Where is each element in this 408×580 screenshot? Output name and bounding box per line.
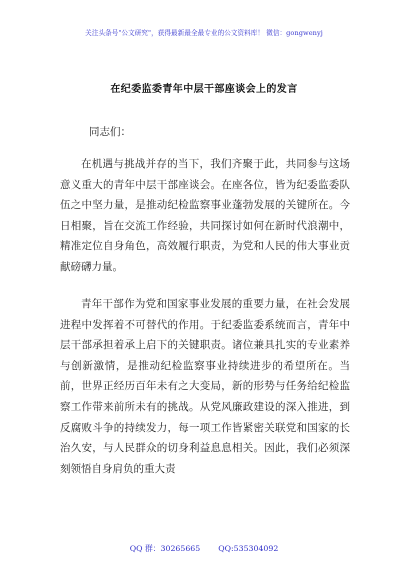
- footer-contact: [0, 543, 408, 554]
- salutation: 同志们：: [89, 126, 131, 138]
- document-title: 在纪委监委青年中层干部座谈会上的发言: [110, 84, 298, 95]
- footer-qq: QQ:535304092: [218, 544, 279, 553]
- footer-qq-group: QQ 群：30265665: [129, 544, 201, 553]
- paragraph-2: 青年干部作为党和国家事业发展的重要力量，在社会发展进程中发挥着不可替代的作用。于纪委监委系统而言，青年中层干部承担着承上启下的关键职责。诸位兼具扎实的专业素养与创新激情，是推动纪检监察事业持续进步的希望所在。当前，世界正经历百年未有之大变局，新的形势与任务给纪检监察工作带来前所未有的挑战。从党风廉政建设的深入推进，到反腐败斗争的持续发力，每一项工作皆紧密关联党和国家的长治久安，与人民群众的切身利益息息相关。因此，我们必须深刻领悟自身肩负的重大责: [60, 298, 350, 475]
- header-promo-note: 关注头条号"公文研究"，获得最新最全最专业的公文资料库！ 微信：gongwenyj: [85, 29, 323, 37]
- paragraph-1: 在机遇与挑战并存的当下，我们齐聚于此，共同参与这场意义重大的青年中层干部座谈会。在座各位，皆为纪委监委队伍之中坚力量，是推动纪检监察事业蓬勃发展的关键所在。今日相聚，旨在交流工作经验，共同探讨如何在新时代浪潮中，精准定位自身角色，高效履行职责，为党和人民的伟大事业贡献磅礴力量。: [60, 158, 350, 273]
